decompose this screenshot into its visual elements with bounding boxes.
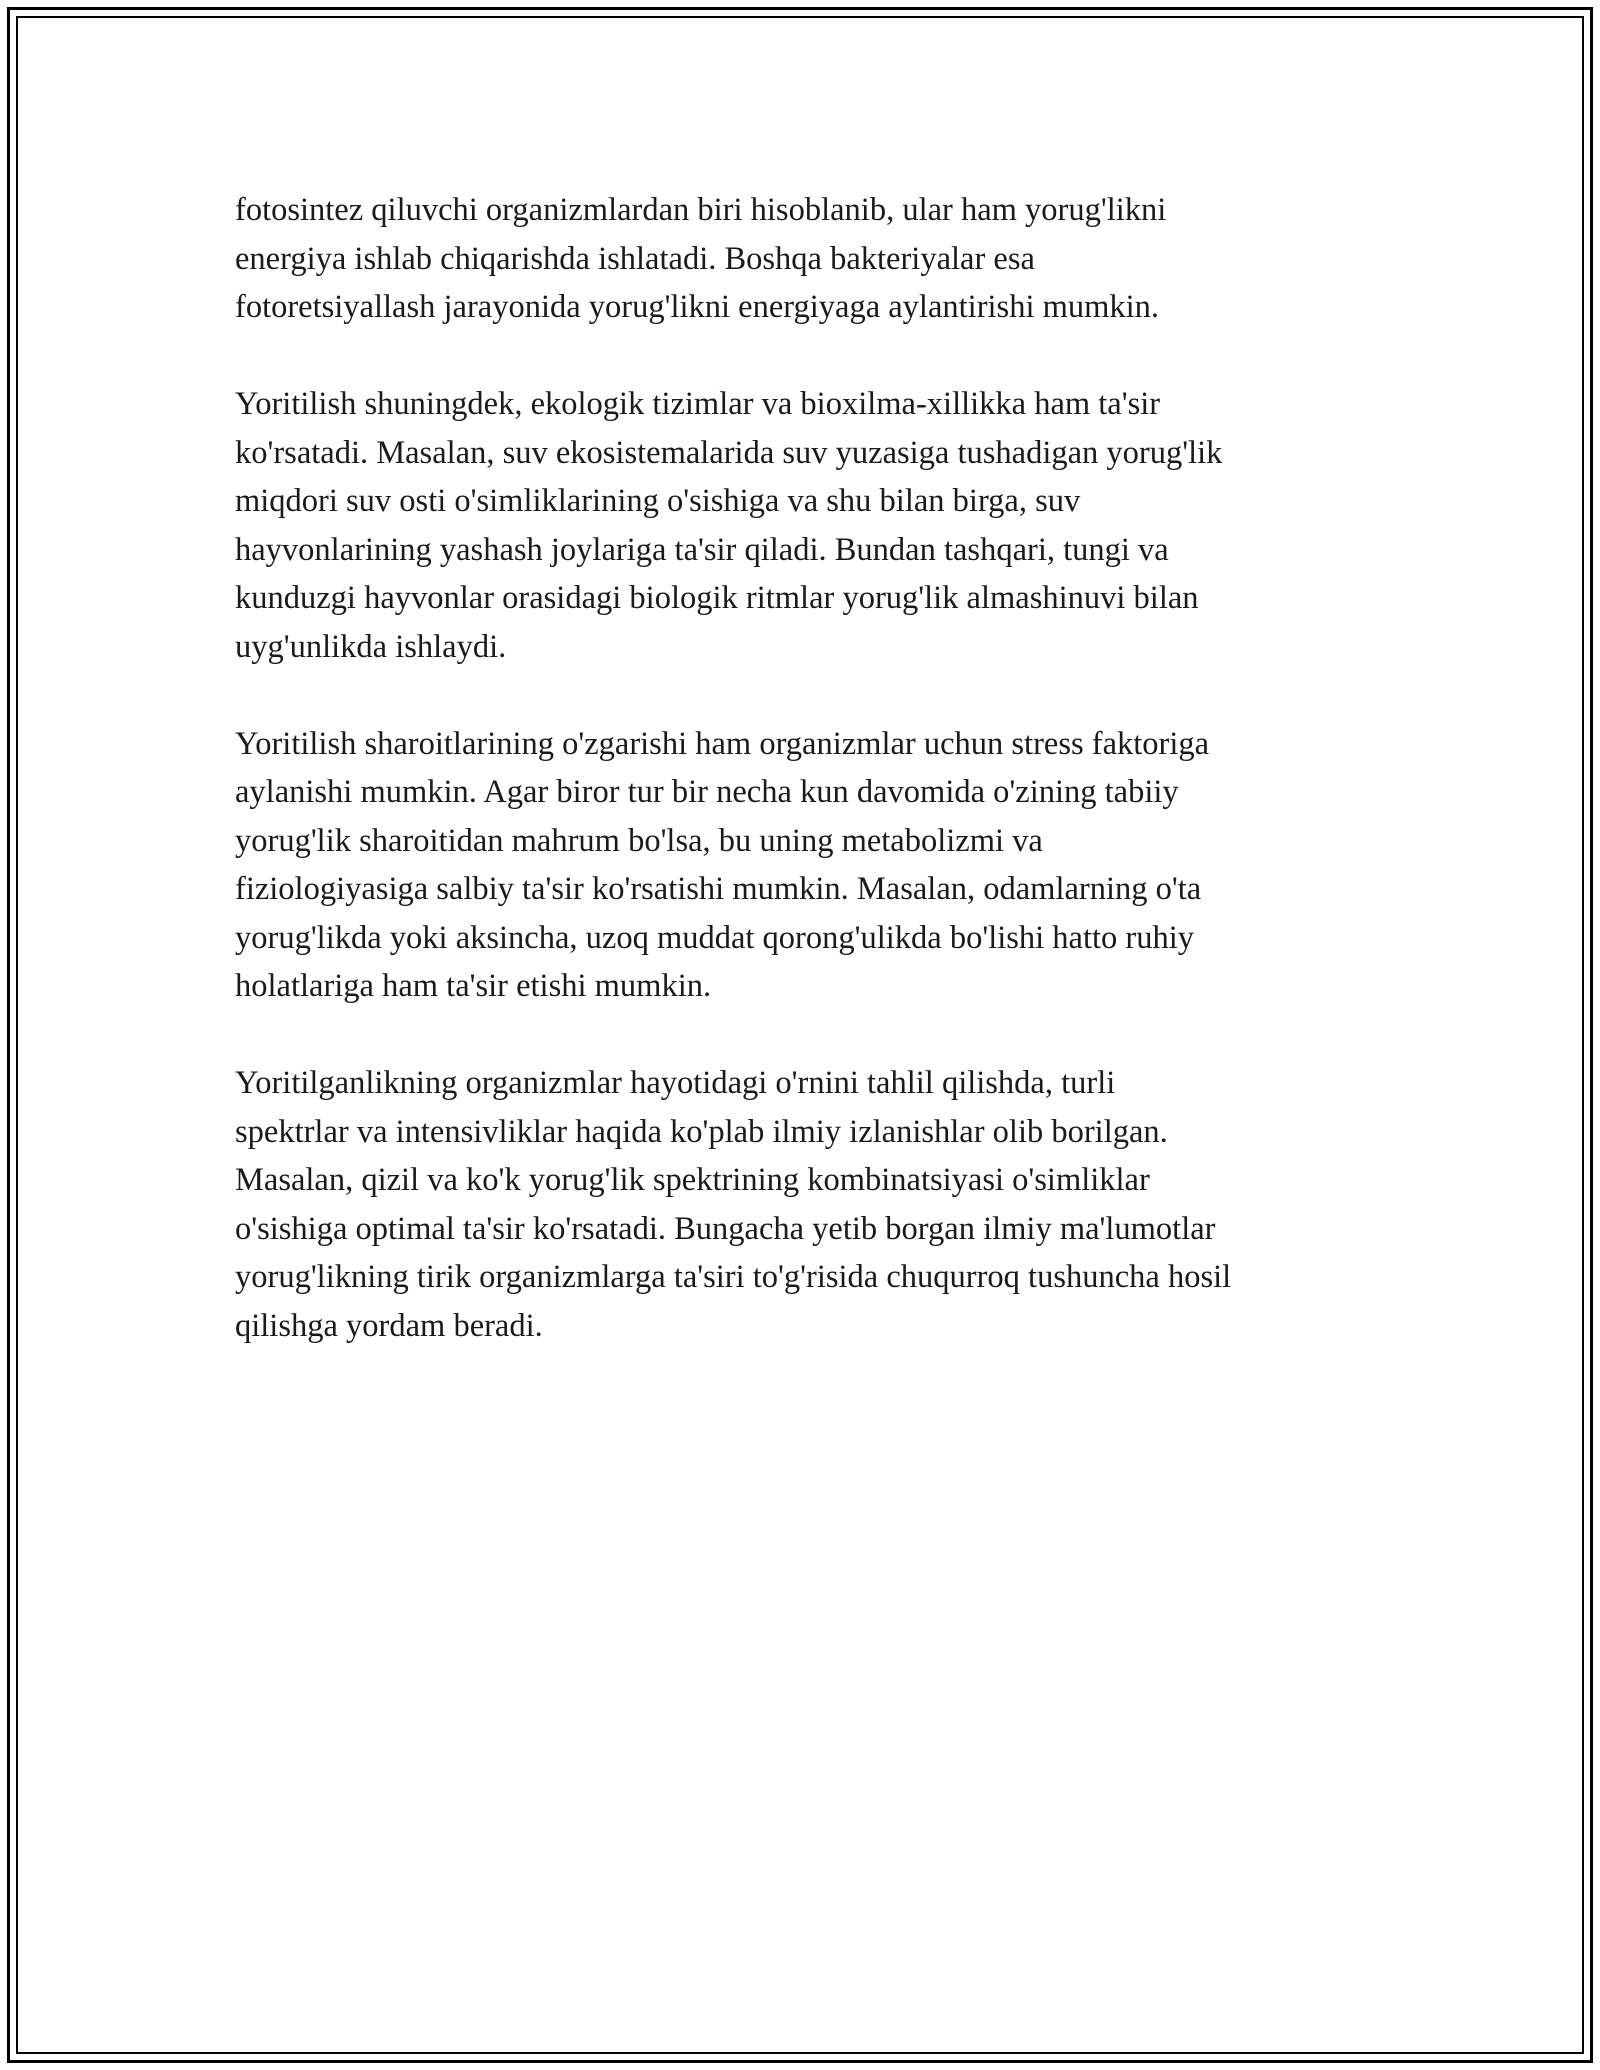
- text-line: yorug'likning tirik organizmlarga ta'siri to'g'risida chuqurroq tushuncha hosil: [235, 1259, 1232, 1295]
- paragraph-4: [235, 1059, 1365, 1350]
- text-line: kunduzgi hayvonlar orasidagi biologik ritmlar yorug'lik almashinuvi bilan: [235, 580, 1199, 616]
- text-line: energiya ishlab chiqarishda ishlatadi. Boshqa bakteriyalar esa: [235, 240, 1035, 277]
- text-line: yorug'lik sharoitidan mahrum bo'lsa, bu uning metabolizmi va: [235, 822, 1043, 859]
- document-body: [235, 186, 1365, 1399]
- text-line: fiziologiyasiga salbiy ta'sir ko'rsatishi mumkin. Masalan, odamlarning o'ta: [235, 871, 1202, 907]
- text-line: Masalan, qizil va ko'k yorug'lik spektrining kombinatsiyasi o'simliklar: [235, 1162, 1150, 1198]
- text-line: Yoritilish sharoitlarining o'zgarishi ham organizmlar uchun stress faktoriga: [235, 725, 1210, 762]
- text-line: yorug'likda yoki aksincha, uzoq muddat qorong'ulikda bo'lishi hatto ruhiy: [235, 919, 1195, 956]
- text-line: Yoritilish shuningdek, ekologik tizimlar va bioxilma-xillikka ham ta'sir: [235, 386, 1161, 422]
- text-line: uyg'unlikda ishlaydi.: [235, 628, 507, 665]
- text-line: miqdori suv osti o'simliklarining o'sishiga va shu bilan birga, suv: [235, 483, 1081, 519]
- text-line: spektrlar va intensivliklar haqida ko'plab ilmiy izlanishlar olib borilgan.: [235, 1113, 1168, 1150]
- text-line: ko'rsatadi. Masalan, suv ekosistemalarida suv yuzasiga tushadigan yorug'lik: [235, 434, 1223, 471]
- text-line: hayvonlarining yashash joylariga ta'sir qiladi. Bundan tashqari, tungi va: [235, 531, 1169, 568]
- paragraph-1: [235, 186, 1365, 332]
- text-line: holatlariga ham ta'sir etishi mumkin.: [235, 968, 712, 1004]
- text-line: fotoretsiyallash jarayonida yorug'likni energiyaga aylantirishi mumkin.: [235, 289, 1160, 325]
- text-line: Yoritilganlikning organizmlar hayotidagi o'rnini tahlil qilishda, turli: [235, 1065, 1116, 1101]
- text-line: o'sishiga optimal ta'sir ko'rsatadi. Bungacha yetib borgan ilmiy ma'lumotlar: [235, 1210, 1216, 1247]
- paragraph-2: [235, 380, 1365, 671]
- text-line: qilishga yordam beradi.: [235, 1307, 543, 1344]
- text-line: fotosintez qiluvchi organizmlardan biri hisoblanib, ular ham yorug'likni: [235, 192, 1167, 228]
- text-line: aylanishi mumkin. Agar biror tur bir necha kun davomida o'zining tabiiy: [235, 774, 1179, 810]
- paragraph-3: [235, 720, 1365, 1011]
